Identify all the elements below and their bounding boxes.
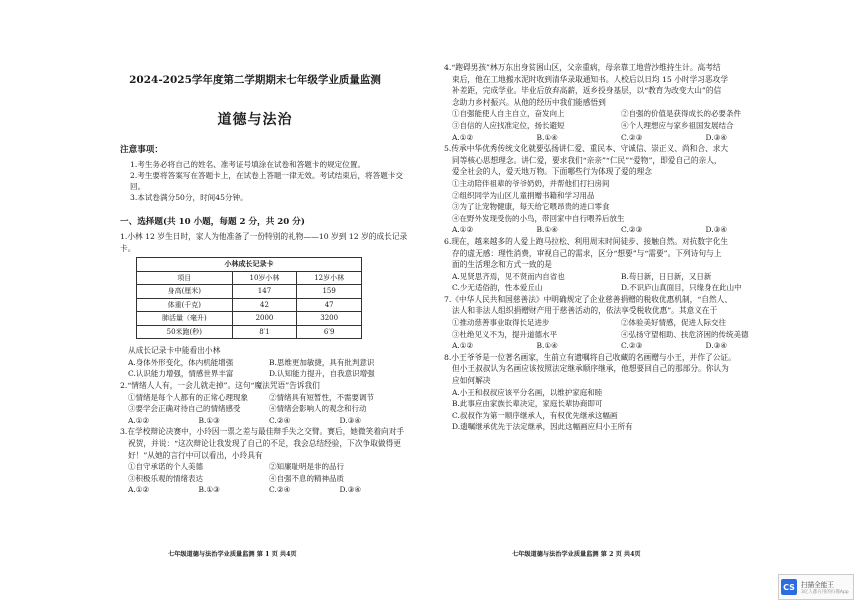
q3-statements [120,473,410,485]
q6-options [444,271,790,283]
q4-options [444,132,790,144]
growth-record-table [136,257,362,339]
q5-stem-line: 爱全社会的人，爱天地万物。下面哪些行为体现了爱的理念 [452,167,652,177]
page-footer: 七年级道德与法治学业质量监测 第 2 页 共4页 [512,551,641,558]
statement: ②知廉耻明是非的品行 [269,462,344,472]
q4-statements [444,108,790,120]
statement: ④自强不息的精神品质 [269,473,344,483]
option-a: A.小王和叔叔应该平分名画，以维护家庭和睦 [452,387,603,397]
q3-stem-line: 好！”从她的言行中可以看出，小玲具有 [128,450,263,460]
table-header: 12岁小林 [297,271,362,285]
table-caption: 小林成长记录卡 [137,258,362,272]
subject-title: 道德与法治 [217,112,293,128]
statement: ①自守承诺的个人美德 [128,462,203,472]
table-cell: 159 [297,285,362,299]
q8-stem-line: 但小王叔叔认为名画应该按照法定继承顺序继承，他想要回自己的那部分。你认为 [452,364,729,374]
q2-stem: 2.“情绪人人有，一会儿就走掉”。这句“魔法咒语”告诉我们 [120,380,320,390]
statement: ③为了让宠物健康，每天给它喂昂贵的进口零食 [452,202,610,212]
option-a: A.①② [452,132,474,142]
q3-options [120,484,410,496]
q4-stem-line: 束后，他在工地搬水泥时收到清华录取通知书。人校后以日均 15 小时学习恶攻学 [452,74,729,84]
option-d: D.③④ [705,225,728,235]
option-a: A.身体外形变化，体内机能增强 [128,357,234,367]
option-c: C.②③ [621,132,643,142]
page-right [430,0,860,608]
option-c: C.②④ [269,485,291,495]
q8-stem-line: 8.小王爷爷是一位著名画家，生前立有遗嘱将自己收藏的名画赠与小王，并作了公证。 [444,352,736,362]
note-3: 3.本试卷满分50分，时间45分钟。 [130,193,248,202]
q2-options [120,415,410,427]
q7-statements [444,317,790,329]
watermark-label: 扫描全能王 [801,581,834,589]
table-cell: 8′1 [232,325,297,339]
q7-stem-line: 法人和非法人组织捐赠财产用于慈善活动的，依法享受税收优惠”。其意义在于 [452,306,718,316]
option-b: B.此事应由家族长辈决定，家庭长辈协商即可 [452,399,603,409]
table-cell: 体重(千克) [137,298,233,312]
statement: ②自强的价值是获得成长的必要条件 [621,109,741,119]
q8-stem-line: 应如何解决 [452,376,491,386]
table-cell: 2000 [232,312,297,326]
scanner-watermark [778,574,854,600]
option-d: D.认知能力提升，自我意识增强 [269,369,375,379]
statement: ③杜绝见义不为，提升道德水平 [452,329,557,339]
statement: ②组织同学为山区儿童捐赠书籍和学习用品 [452,190,595,200]
option-d: D.③④ [339,415,362,425]
q6-stem-line: 面的生活理念和方式一致的是 [452,260,552,270]
statement: ①推动慈善事业取得长足进步 [452,318,550,328]
option-a: A.①② [128,485,150,495]
q6-stem-line: 存的虚无感：理性消费，审视自己的需求，区分“想要”与“需要”。下列诗句与上 [452,248,722,258]
option-a: A.①② [452,341,474,351]
note-1: 1.考生务必将自己的姓名、准考证号填涂在试卷和答题卡的规定位置。 [130,160,366,169]
option-a: A.①② [452,225,474,235]
option-c: C.②③ [621,341,643,351]
option-b: B.思维更加敏捷，具有批判意识 [269,357,375,367]
table-cell: 3200 [297,312,362,326]
q6-stem-line: 6.现在，越来越多的人爱上跑马拉松、利用周末时间徒步、接触自然。对抗数字化生 [444,236,729,246]
q5-stem-line: 同等核心思想理念。讲仁爱，要求我们“亲亲”“仁民”“爱物”，即爱自己的亲人， [452,155,722,165]
q7-stem-line: 7.《中华人民共和国慈善法》中明确规定了企业慈善捐赠的税收优惠机制，“自然人、 [444,294,733,304]
option-b: B.①④ [536,225,558,235]
option-b: B.①③ [198,415,220,425]
option-d: D.③④ [339,485,362,495]
q1-lead: 从成长记录卡中能看出小林 [128,346,221,356]
q7-statements [444,329,790,341]
option-c: C.叔叔作为第一顺序继承人，有权优先继承这幅画 [452,410,618,420]
statement: ①自强能使人自主自立，奋发向上 [452,109,565,119]
q3-statements [120,461,410,473]
exam-title: 2024-2025学年度第二学期期末七年级学业质量监测 [129,74,381,86]
option-b: B.苟日新，日日新，又日新 [621,271,712,281]
option-b: B.①④ [536,341,558,351]
statement: ①情绪是每个人都有的正常心理现象 [128,392,248,402]
option-c: C.认识能力增强，情感世界丰富 [128,369,234,379]
table-cell: 50米跑(秒) [137,325,233,339]
q5-stem-line: 5.传承中华优秀传统文化就要弘扬讲仁爱、重民本、守诚信、崇正义、尚和合、求大 [444,144,729,154]
statement: ④个人理想应与家乡祖国发展结合 [621,120,734,130]
table-cell: 47 [297,298,362,312]
section-heading: 一、选择题(共 10 小题，每题 2 分，共 20 分) [120,217,305,227]
option-c: C.②③ [621,225,643,235]
statement: ④弘扬守望相助、扶危济困的传统美德 [621,329,749,339]
camscanner-logo-icon: CS [781,579,797,595]
table-row [137,312,362,326]
table-cell: 147 [232,285,297,299]
q3-stem-line: 3.在学校辩论决赛中，小玲因一票之差与最佳辩手失之交臂。赛后，她微笑着向对手 [120,427,405,437]
table-cell: 42 [232,298,297,312]
table-row [137,285,362,299]
statement: ③自信的人应找准定位，扬长避短 [452,120,565,130]
table-header: 项目 [137,271,233,285]
option-a: A.①② [128,415,150,425]
table-row [137,325,362,339]
statement: ④情绪会影响人的观念和行动 [269,404,367,414]
table-cell: 身高(厘米) [137,285,233,299]
statement: ③积极乐观的情绪表达 [128,473,203,483]
q3-stem-line: 祝贺，并说：“这次辩论让我发现了自己的不足，我会总结经验，下次争取做得更 [128,438,401,448]
option-d: D.③④ [705,132,728,142]
q4-stem-line: 补差距，完成学业。毕业后放弃高薪，返乡投身基层，以“教育为改变大山”的信 [452,86,722,96]
q1-options [120,368,410,380]
q1-stem: 1.小林 12 岁生日时，家人为他准备了一份特别的礼物——10 岁到 12 岁的成长记录卡。 [120,232,408,253]
statement: ④在野外发现受伤的小鸟，带回家中自行喂养后放生 [452,213,625,223]
notes-title: 注意事项： [120,145,163,155]
option-d: D.不识庐山真面目，只缘身在此山中 [621,283,742,293]
q2-statements [120,403,410,415]
q1-options [120,357,410,369]
q6-options [444,282,790,294]
statement: ②体验美好情感，促进人际交往 [621,318,726,328]
table-cell: 6′9 [297,325,362,339]
page-footer: 七年级道德与法治学业质量监测 第 1 页 共4页 [168,551,297,558]
statement: ②情绪具有短暂性，不需要调节 [269,392,374,402]
statement: ③要学会正确对待自己的情绪感受 [128,404,241,414]
q2-statements [120,392,410,404]
q7-options [444,340,790,352]
watermark-sub: 3亿人都在用的扫描App [801,590,849,595]
option-c: C.少无适俗韵，性本爱丘山 [452,283,543,293]
option-a: A.见贤思齐焉，见不贤而内自省也 [452,271,565,281]
option-d: D.遗嘱继承优先于法定继承，因此这幅画应归小王所有 [452,422,633,432]
option-b: B.①③ [198,485,220,495]
q4-stem-line: 4.“跑碍男孩”林万东出身贫困山区，父亲重病，母亲靠工地营沙维持生计。高考结 [444,63,721,72]
table-header: 10岁小林 [232,271,297,285]
option-c: C.②④ [269,415,291,425]
table-cell: 肺活量（毫升) [137,312,233,326]
note-2: 2.考生要将答案写在答题卡上，在试卷上答题一律无效。考试结束后，将答题卡交回。 [130,171,404,191]
q4-stem-line: 念助力乡村振兴。从他的经历中我们能感悟到 [452,97,606,107]
q4-statements [444,120,790,132]
option-d: D.③④ [705,341,728,351]
q5-options [444,224,790,236]
option-b: B.①④ [536,132,558,142]
statement: ①主动陪伴祖辈的爷爷奶奶，并帮他们打扫房间 [452,178,610,188]
table-row [137,298,362,312]
